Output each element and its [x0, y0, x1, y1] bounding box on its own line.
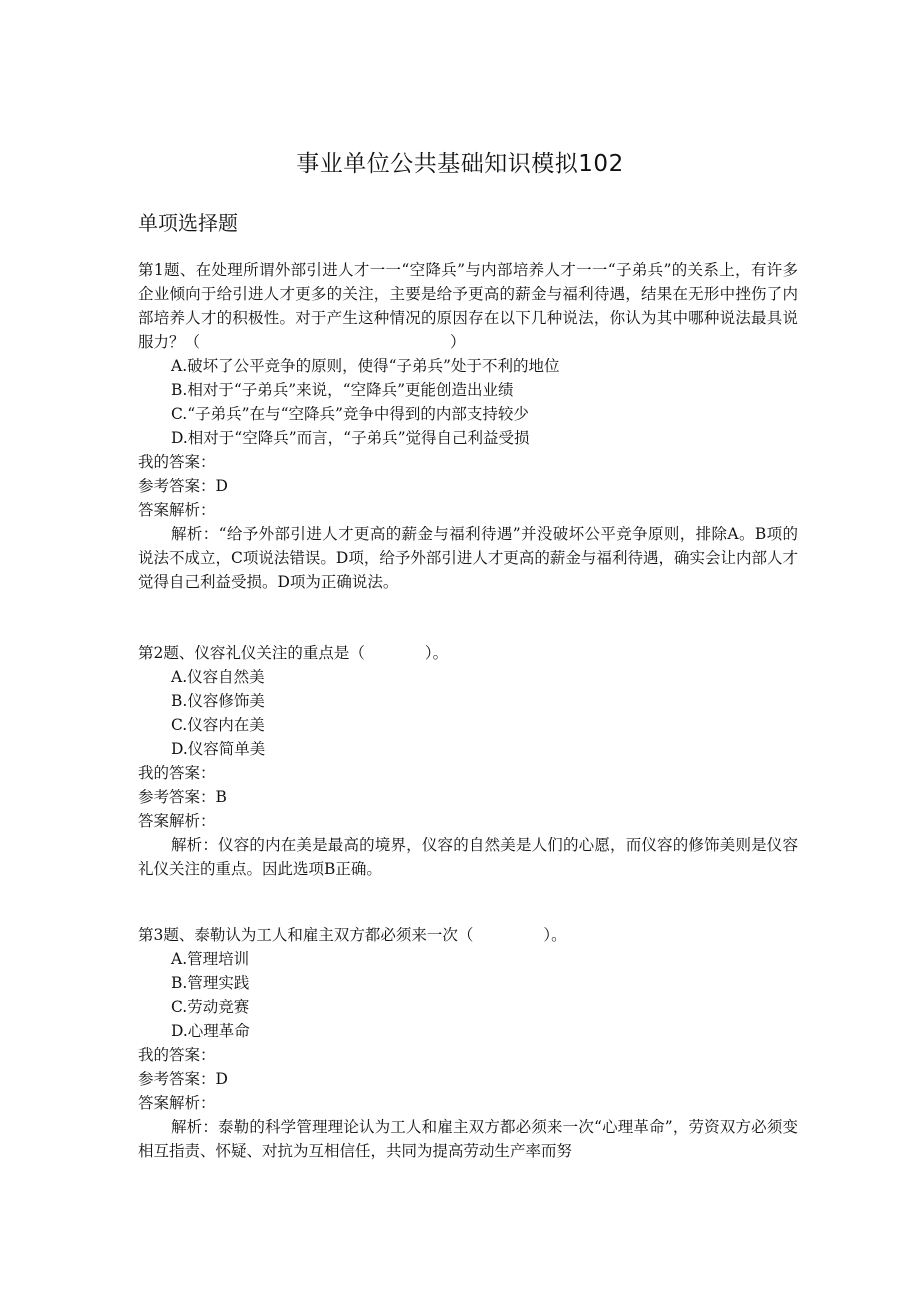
- stem-text: 第1题、在处理所谓外部引进人才一一“空降兵”与内部培养人才一一“子弟兵”的关系上，有许多企业倾向于给引进人才更多的关注，主要是给予更高的薪金与福利待遇，结果在无形中挫伤了内部培养人才的积极性。对于产生这种情况的原因存在以下几种说法，你认为其中哪种说法最具说服力？（: [138, 261, 798, 351]
- reference-answer: [138, 1067, 798, 1091]
- question-1: [138, 258, 798, 594]
- question-stem: [138, 641, 798, 665]
- option-b: B.仪容修饰美: [171, 692, 265, 710]
- option-c: C.“子弟兵”在与“空降兵”竞争中得到的内部支持较少: [171, 405, 529, 423]
- option-a: A.管理培训: [171, 950, 250, 968]
- option-b: B.管理实践: [171, 974, 250, 992]
- analysis-text: 解析：仪容的内在美是最高的境界，仪容的自然美是人们的心愿，而仪容的修饰美则是仪容礼仪关注的重点。因此选项B正确。: [138, 836, 798, 878]
- my-answer-label: 我的答案：: [138, 764, 216, 782]
- option-d: D.仪容简单美: [171, 740, 266, 758]
- stem-text: 第2题、仪容礼仪关注的重点是（: [138, 644, 365, 662]
- question-stem: [138, 258, 798, 354]
- analysis-header: 答案解析：: [138, 1094, 216, 1112]
- question-stem: [138, 923, 798, 947]
- my-answer-label: 我的答案：: [138, 1046, 216, 1064]
- reference-answer-label: 参考答案：: [138, 788, 216, 806]
- option-c: C.仪容内在美: [171, 716, 265, 734]
- reference-answer: [138, 785, 798, 809]
- analysis-header: 答案解析：: [138, 501, 216, 519]
- stem-text-end: ）: [450, 333, 466, 351]
- option-a: A.破坏了公平竞争的原则，使得“子弟兵”处于不利的地位: [171, 357, 560, 375]
- reference-answer: [138, 474, 798, 498]
- option-d: D.相对于“空降兵”而言，“子弟兵”觉得自己利益受损: [171, 429, 530, 447]
- stem-text-end: ）。: [543, 926, 567, 944]
- my-answer-label: 我的答案：: [138, 453, 216, 471]
- stem-text: 第3题、泰勒认为工人和雇主双方都必须来一次（: [138, 926, 474, 944]
- reference-answer-value: D: [215, 477, 228, 495]
- reference-answer-value: D: [215, 1070, 228, 1088]
- question-2: [138, 641, 798, 881]
- reference-answer-value: B: [215, 788, 227, 806]
- analysis-text: 解析：泰勒的科学管理理论认为工人和雇主双方都必须来一次“心理革命”，劳资双方必须变相互指责、怀疑、对抗为互相信任，共同为提高劳动生产率而努: [138, 1118, 798, 1160]
- question-3: [138, 923, 798, 1163]
- section-title: 单项选择题: [138, 211, 238, 235]
- stem-text-end: ）。: [424, 644, 449, 662]
- option-c: C.劳动竞赛: [171, 998, 250, 1016]
- analysis-header: 答案解析：: [138, 812, 216, 830]
- option-d: D.心理革命: [171, 1022, 250, 1040]
- reference-answer-label: 参考答案：: [138, 1070, 216, 1088]
- reference-answer-label: 参考答案：: [138, 477, 216, 495]
- document-title: 事业单位公共基础知识模拟102: [296, 151, 624, 177]
- option-a: A.仪容自然美: [171, 668, 265, 686]
- option-b: B.相对于“子弟兵”来说，“空降兵”更能创造出业绩: [171, 381, 514, 399]
- analysis-text: 解析：“给予外部引进人才更高的薪金与福利待遇”并没破坏公平竞争原则，排除A。B项的说法不成立，C项说法错误。D项，给予外部引进人才更高的薪金与福利待遇，确实会让内部人才觉得自己利益受损。D项为正确说法。: [138, 525, 798, 591]
